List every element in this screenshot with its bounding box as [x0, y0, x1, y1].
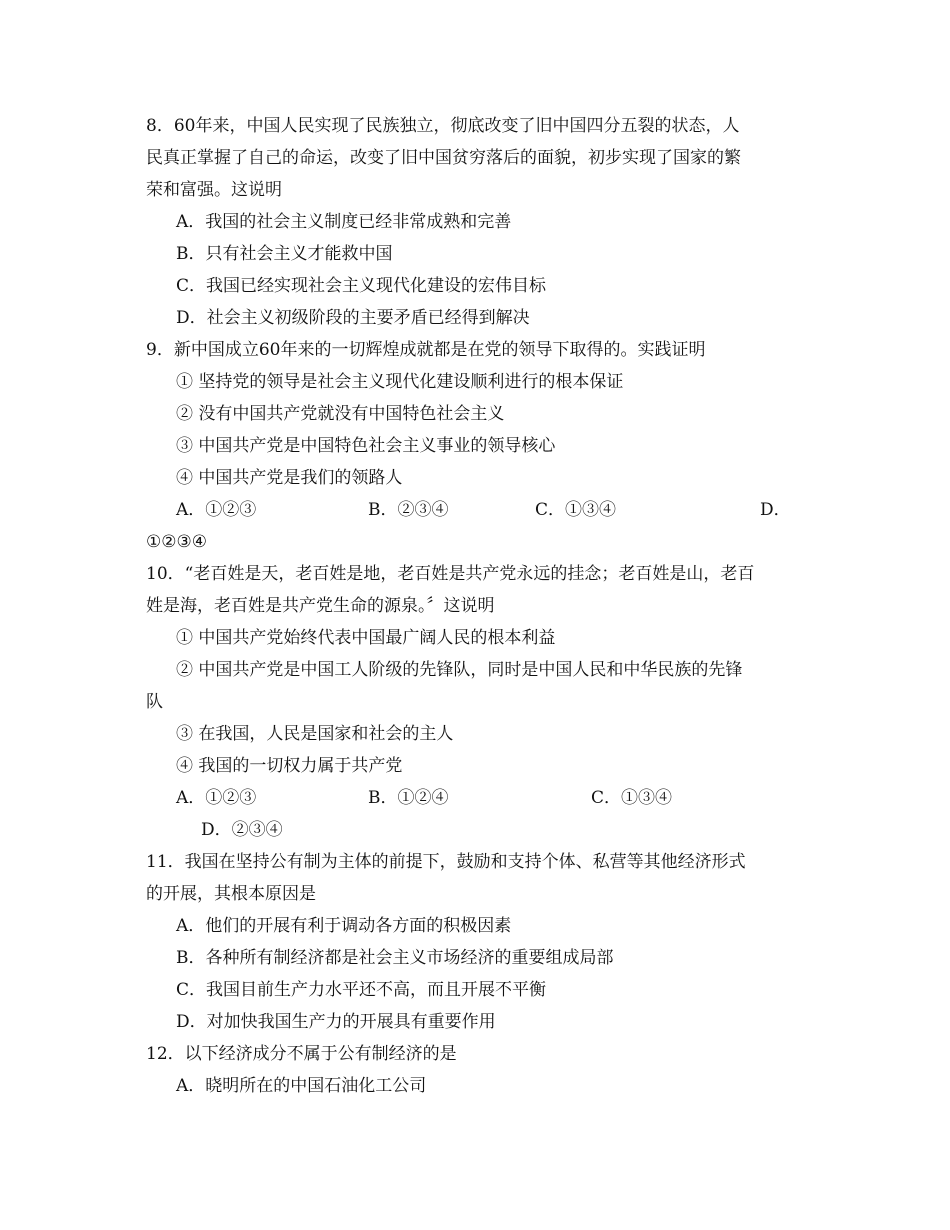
statement-4: ④ 中国共产党是我们的领路人 — [176, 468, 403, 488]
question-9 — [146, 334, 806, 558]
question-stem-line: 10．“老百姓是天，老百姓是地，老百姓是共产党永远的挂念；老百姓是山，老百 — [146, 564, 755, 584]
option-d-label: D． — [760, 500, 791, 520]
question-stem-line: 8．60年来，中国人民实现了民族独立，彻底改变了旧中国四分五裂的状态，人 — [146, 116, 740, 136]
option-a: A．晓明所在的中国石油化工公司 — [176, 1076, 427, 1096]
question-stem: 9．新中国成立60年来的一切辉煌成就都是在党的领导下取得的。实践证明 — [146, 340, 706, 360]
question-8 — [146, 110, 806, 334]
option-a: A．我国的社会主义制度已经非常成熟和完善 — [176, 212, 512, 232]
question-10 — [146, 558, 806, 846]
statement-2-continued: 队 — [146, 692, 163, 712]
statement-2: ② 没有中国共产党就没有中国特色社会主义 — [176, 404, 505, 424]
option-a: A．他们的开展有利于调动各方面的积极因素 — [176, 916, 512, 936]
option-d: D．社会主义初级阶段的主要矛盾已经得到解决 — [176, 308, 530, 328]
question-stem-line: 荣和富强。这说明 — [146, 180, 282, 200]
option-b: B．只有社会主义才能救中国 — [176, 244, 393, 264]
option-a: A．①②③ — [176, 500, 257, 520]
statement-4: ④ 我国的一切权力属于共产党 — [176, 756, 403, 776]
question-stem-line: 11．我国在坚持公有制为主体的前提下，鼓励和支持个体、私营等其他经济形式 — [146, 852, 746, 872]
option-d: D．对加快我国生产力的开展具有重要作用 — [176, 1012, 496, 1032]
question-stem-line: 民真正掌握了自己的命运，改变了旧中国贫穷落后的面貌，初步实现了国家的繁 — [146, 148, 741, 168]
option-c: C．我国目前生产力水平还不高，而且开展不平衡 — [176, 980, 547, 1000]
option-b: B．各种所有制经济都是社会主义市场经济的重要组成局部 — [176, 948, 614, 968]
question-stem: 12．以下经济成分不属于公有制经济的是 — [146, 1044, 457, 1064]
statement-1: ① 中国共产党始终代表中国最广阔人民的根本利益 — [176, 628, 556, 648]
option-c: C．①③④ — [535, 500, 617, 520]
question-stem-line: 姓是海，老百姓是共产党生命的源泉。〞这说明 — [146, 596, 495, 616]
option-c: C．①③④ — [591, 788, 673, 808]
option-b: B．②③④ — [368, 500, 449, 520]
statement-1: ① 坚持党的领导是社会主义现代化建设顺利进行的根本保证 — [176, 372, 624, 392]
question-12 — [146, 1038, 806, 1102]
options-row — [146, 782, 806, 814]
statement-3: ③ 中国共产党是中国特色社会主义事业的领导核心 — [176, 436, 556, 456]
document-page — [146, 110, 806, 1102]
option-b: B．①②④ — [368, 788, 449, 808]
option-d-value: ①②③④ — [146, 532, 207, 552]
statement-3: ③ 在我国，人民是国家和社会的主人 — [176, 724, 454, 744]
options-row — [146, 494, 806, 526]
option-c: C．我国已经实现社会主义现代化建设的宏伟目标 — [176, 276, 547, 296]
question-stem-line: 的开展，其根本原因是 — [146, 884, 316, 904]
statement-2: ② 中国共产党是中国工人阶级的先锋队，同时是中国人民和中华民族的先锋 — [176, 660, 743, 680]
option-d: D．②③④ — [201, 820, 283, 840]
question-11 — [146, 846, 806, 1038]
option-a: A．①②③ — [176, 788, 257, 808]
